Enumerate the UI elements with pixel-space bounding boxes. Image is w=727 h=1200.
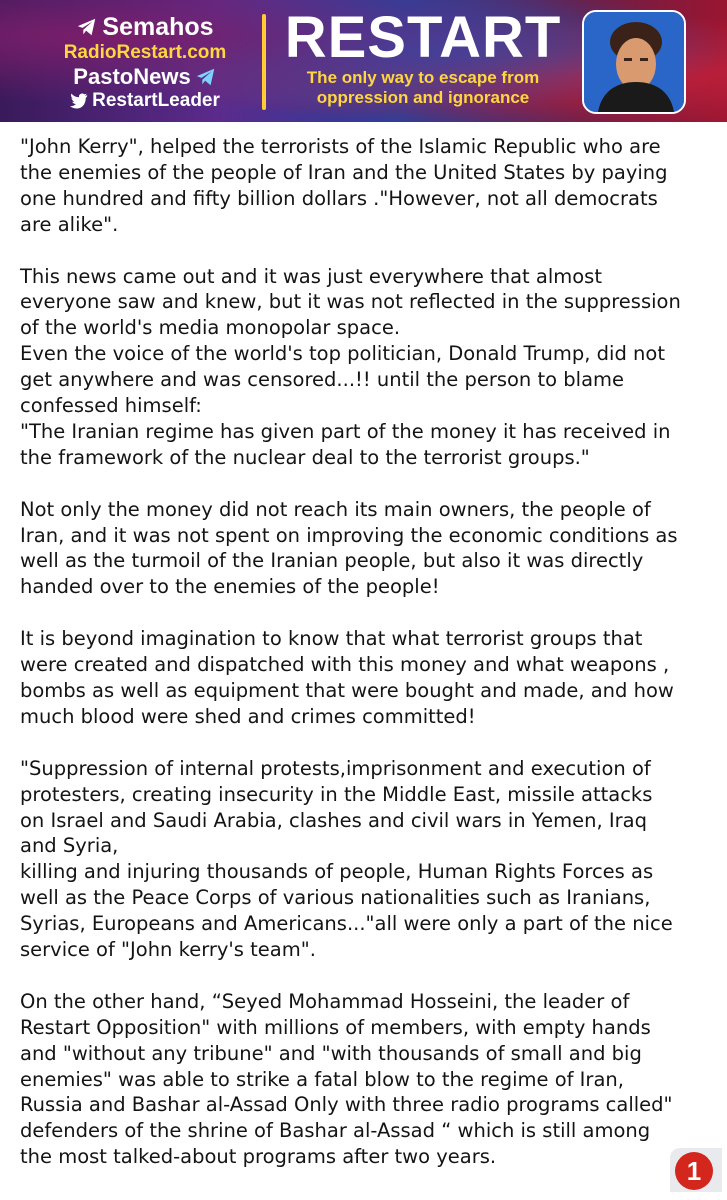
- telegram-icon: [76, 16, 98, 38]
- paragraph-5: "Suppression of internal protests,imprisonment and execution of protesters, creating insecurity in the Middle East, missile attacks on Israel and Saudi Arabia, clashes and civil wars in Yemen, Iraq and Syria, killing and injuring thousands of people, Human Rights Forces as well as the Peace Corps of various nationalities such as Iranians, Syrias, Europeans and Americans..."all were only a part of the nice service of "John kerry's team".: [20, 756, 673, 962]
- avatar: [582, 10, 686, 114]
- pasto-news-link[interactable]: [40, 64, 250, 90]
- paragraph-1: "John Kerry", helped the terrorists of the Islamic Republic who are the enemies of the people of Iran and the United States by paying one hundred and fifty billion dollars ."However, not all democrats are alike".: [20, 135, 668, 236]
- portrait-image: [584, 12, 684, 112]
- tagline-line-1: The only way to escape from: [306, 68, 540, 87]
- page-number-badge: [670, 1148, 722, 1192]
- semahos-link[interactable]: [40, 12, 250, 42]
- radio-site-link[interactable]: [40, 42, 250, 64]
- twitter-link[interactable]: [40, 90, 250, 112]
- twitter-bird-icon: [70, 93, 88, 109]
- page-number: 1: [675, 1152, 713, 1190]
- paragraph-4: It is beyond imagination to know that what terrorist groups that were created and dispatched with this money and what weapons , bombs as well as equipment that were bought and made, and how much blood were shed and crimes committed!: [20, 627, 674, 728]
- semahos-label: Semahos: [102, 13, 214, 41]
- brand-title: RESTART: [284, 5, 562, 70]
- paragraph-6: On the other hand, “Seyed Mohammad Hosseini, the leader of Restart Opposition" with millions of members, with empty hands and "without any tribune" and "with thousands of small and big enemies" was able to strike a fatal blow to the regime of Iran, Russia and Bashar al-Assad Only with three radio programs called" defenders of the shrine of Bashar al-Assad “ which is still among the most talked-about programs after two years.: [20, 989, 673, 1169]
- radio-site-label: RadioRestart.com: [63, 42, 227, 63]
- brand-tagline: [278, 68, 568, 108]
- twitter-handle-label: RestartLeader: [92, 90, 220, 111]
- header-divider: [262, 14, 266, 110]
- tagline-line-2: oppression and ignorance: [316, 88, 530, 107]
- paragraph-2: This news came out and it was just everywhere that almost everyone saw and knew, but it was not reflected in the suppression of the world's media monopolar space. Even the voice of the world's top politician, Donald Trump, did not get anywhere and was censored...!! until the person to blame confessed himself: "The Iranian regime has given part of the money it has received in the framework of the nuclear deal to the terrorist groups.": [20, 264, 681, 469]
- paragraph-3: Not only the money did not reach its main owners, the people of Iran, and it was not spent on improving the economic conditions as well as the turmoil of the Iranian people, but also it was directly handed over to the enemies of the people!: [20, 497, 678, 599]
- telegram-icon: [195, 66, 217, 88]
- header-banner: [0, 0, 727, 122]
- article-body: [20, 134, 710, 1196]
- channel-links: [40, 12, 250, 112]
- pasto-news-label: PastoNews: [73, 64, 191, 89]
